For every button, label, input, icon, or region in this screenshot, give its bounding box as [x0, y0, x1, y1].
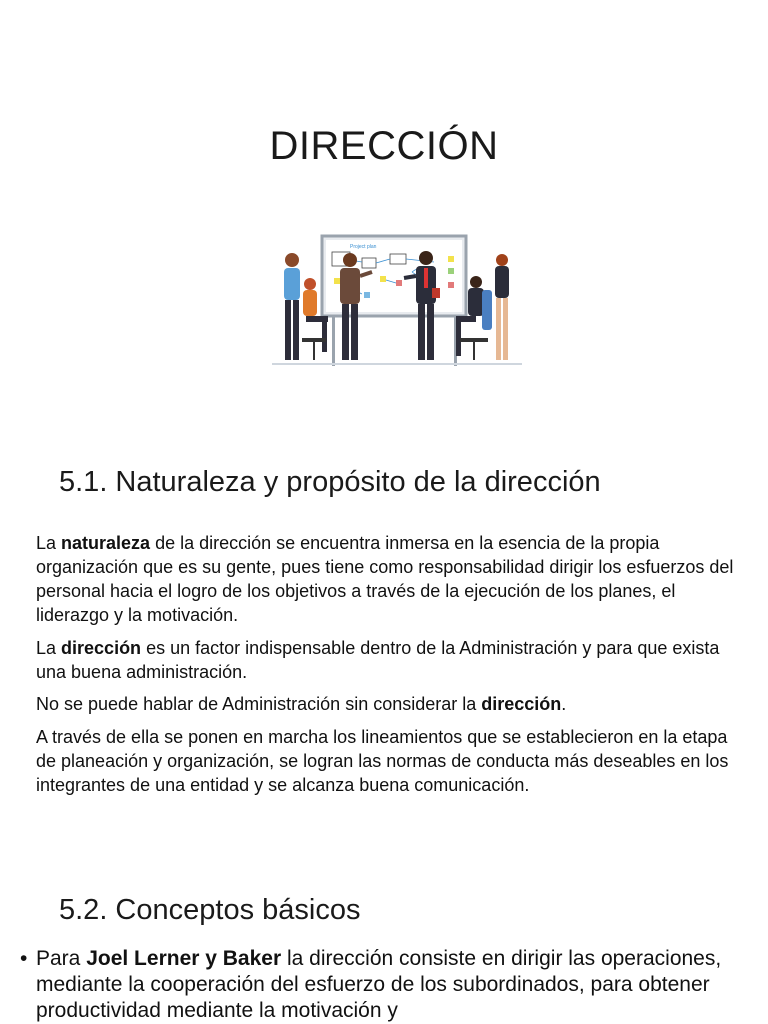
whiteboard-heading: Project plan [350, 244, 377, 250]
text-fragment: es un factor indispensable dentro de la Administración y para que exista una buena administración. [36, 638, 720, 682]
bold-term: naturaleza [61, 533, 151, 553]
bullet-item [20, 946, 760, 1024]
bold-term: dirección [481, 694, 562, 714]
paragraph-no-se-puede [36, 692, 736, 716]
text-fragment: Para [36, 947, 87, 970]
section-heading-naturaleza: 5.1. Naturaleza y propósito de la dirección [59, 466, 601, 498]
paragraph-naturaleza [36, 531, 736, 627]
bold-term: Joel Lerner y Baker [86, 947, 282, 970]
text-fragment: la dirección consiste en dirigir las operaciones, mediante la cooperación del esfuerzo de los subordinados, para obtener productividad mediante la motivación y [36, 947, 722, 1022]
team-meeting-illustration [262, 226, 532, 376]
bullet-icon: • [20, 947, 28, 970]
bold-term: dirección [61, 638, 142, 658]
paragraph-direccion-factor [36, 636, 736, 684]
bullet-text [36, 946, 760, 1024]
page-title: DIRECCIÓN [269, 124, 499, 168]
text-fragment: . [561, 694, 567, 714]
text-fragment: La [36, 533, 62, 553]
text-fragment: de la dirección se encuentra inmersa en la esencia de la propia organización que es su gente, pues tiene como responsabilidad dirigir los esfuerzos del personal hacia el logro de los objetivos a través de la ejecución de los planes, el liderazgo y la motivación. [36, 533, 734, 625]
text-fragment: No se puede hablar de Administración sin considerar la [36, 694, 482, 714]
section-heading-conceptos: 5.2. Conceptos básicos [59, 894, 361, 926]
paragraph-a-traves: A través de ella se ponen en marcha los lineamientos que se establecieron en la etapa de planeación y organización, se logran las normas de conducta más deseables en los integrantes de una entidad y se alcanza buena comunicación. [36, 727, 729, 795]
text-fragment: La [36, 638, 62, 658]
